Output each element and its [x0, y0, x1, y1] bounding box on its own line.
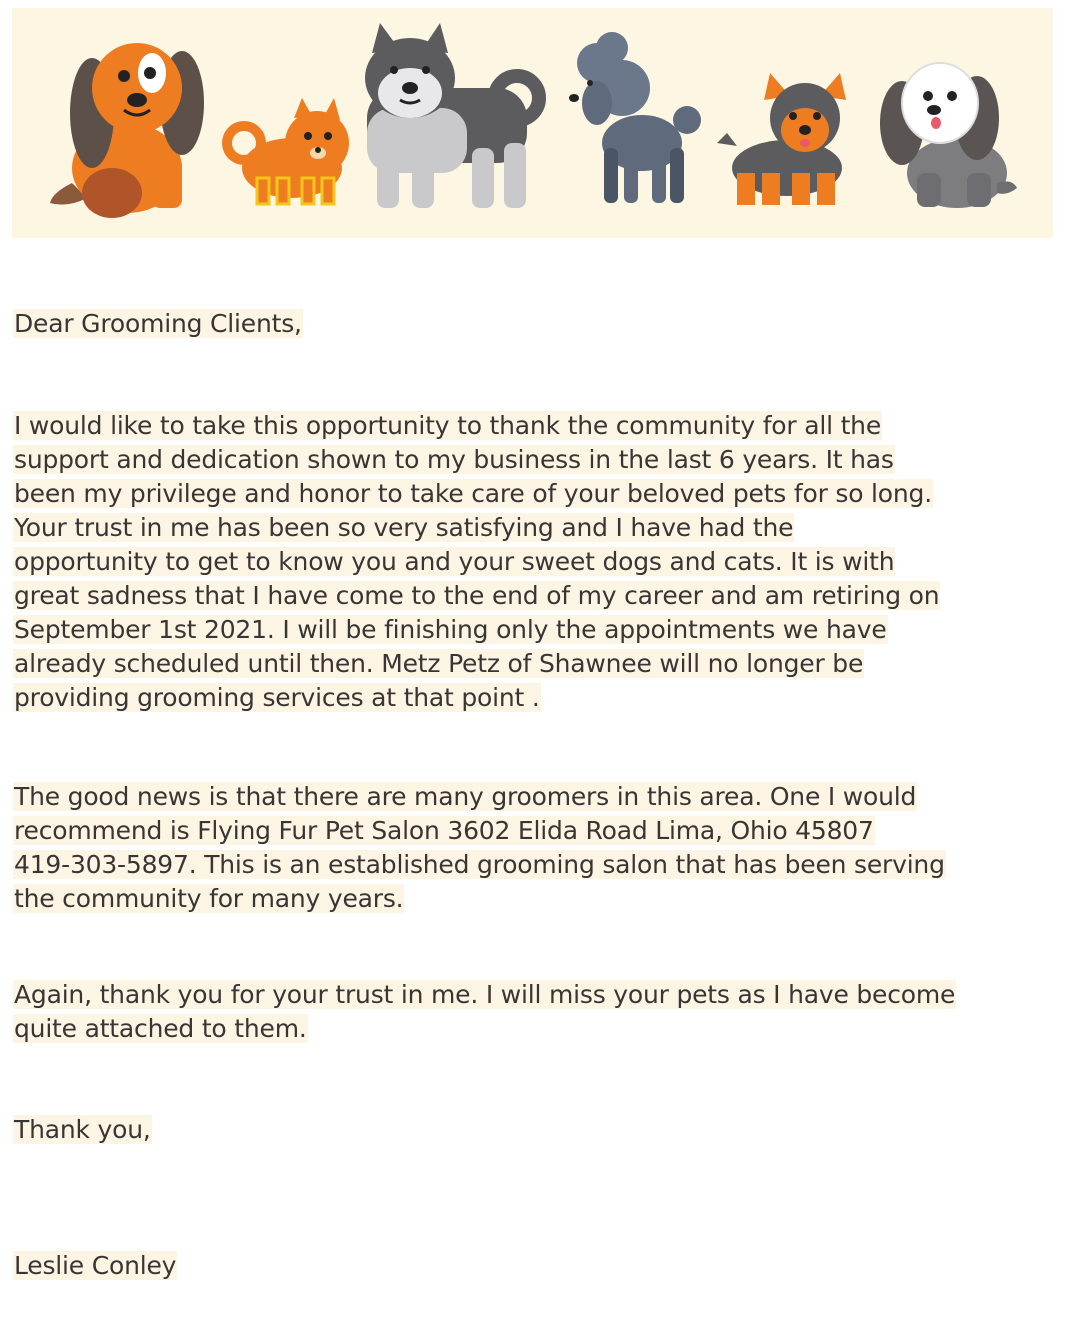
- closing: Thank you,: [14, 1115, 151, 1144]
- text-line: been my privilege and honor to take care of your beloved pets for so long.: [14, 479, 932, 508]
- salutation: Dear Grooming Clients,: [14, 309, 302, 338]
- dogs-illustration: [12, 8, 1053, 238]
- text-line: The good news is that there are many groomers in this area. One I would: [14, 782, 917, 811]
- akita-dog-icon: [365, 23, 539, 208]
- text-line: the community for many years.: [14, 884, 404, 913]
- pomeranian-dog-icon: [222, 98, 349, 204]
- text-line: already scheduled until then. Metz Petz of Shawnee will no longer be: [14, 649, 864, 678]
- text-line: 419-303-5897. This is an established grooming salon that has been serving: [14, 850, 945, 879]
- text-line: opportunity to get to know you and your sweet dogs and cats. It is with: [14, 547, 895, 576]
- cocker-spaniel-dog-icon: [880, 63, 1017, 208]
- poodle-dog-icon: [569, 32, 701, 203]
- text-line: support and dedication shown to my business in the last 6 years. It has: [14, 445, 894, 474]
- text-line: Again, thank you for your trust in me. I will miss your pets as I have become: [14, 980, 956, 1009]
- yorkie-dog-icon: [717, 73, 846, 205]
- paragraph-thanks: [13, 409, 940, 715]
- paragraph-recommendation: [13, 780, 946, 916]
- text-line: providing grooming services at that point .: [14, 683, 540, 712]
- text-line: recommend is Flying Fur Pet Salon 3602 Elida Road Lima, Ohio 45807: [14, 816, 874, 845]
- text-line: I would like to take this opportunity to thank the community for all the: [14, 411, 881, 440]
- text-line: quite attached to them.: [14, 1014, 307, 1043]
- signature: Leslie Conley: [14, 1251, 177, 1280]
- text-line: Your trust in me has been so very satisfying and I have had the: [14, 513, 794, 542]
- dogs-banner: [12, 8, 1053, 238]
- text-line: great sadness that I have come to the end of my career and am retiring on: [14, 581, 940, 610]
- paragraph-closing: [13, 978, 956, 1046]
- text-line: September 1st 2021. I will be finishing only the appointments we have: [14, 615, 887, 644]
- spaniel-dog-icon: [50, 43, 204, 218]
